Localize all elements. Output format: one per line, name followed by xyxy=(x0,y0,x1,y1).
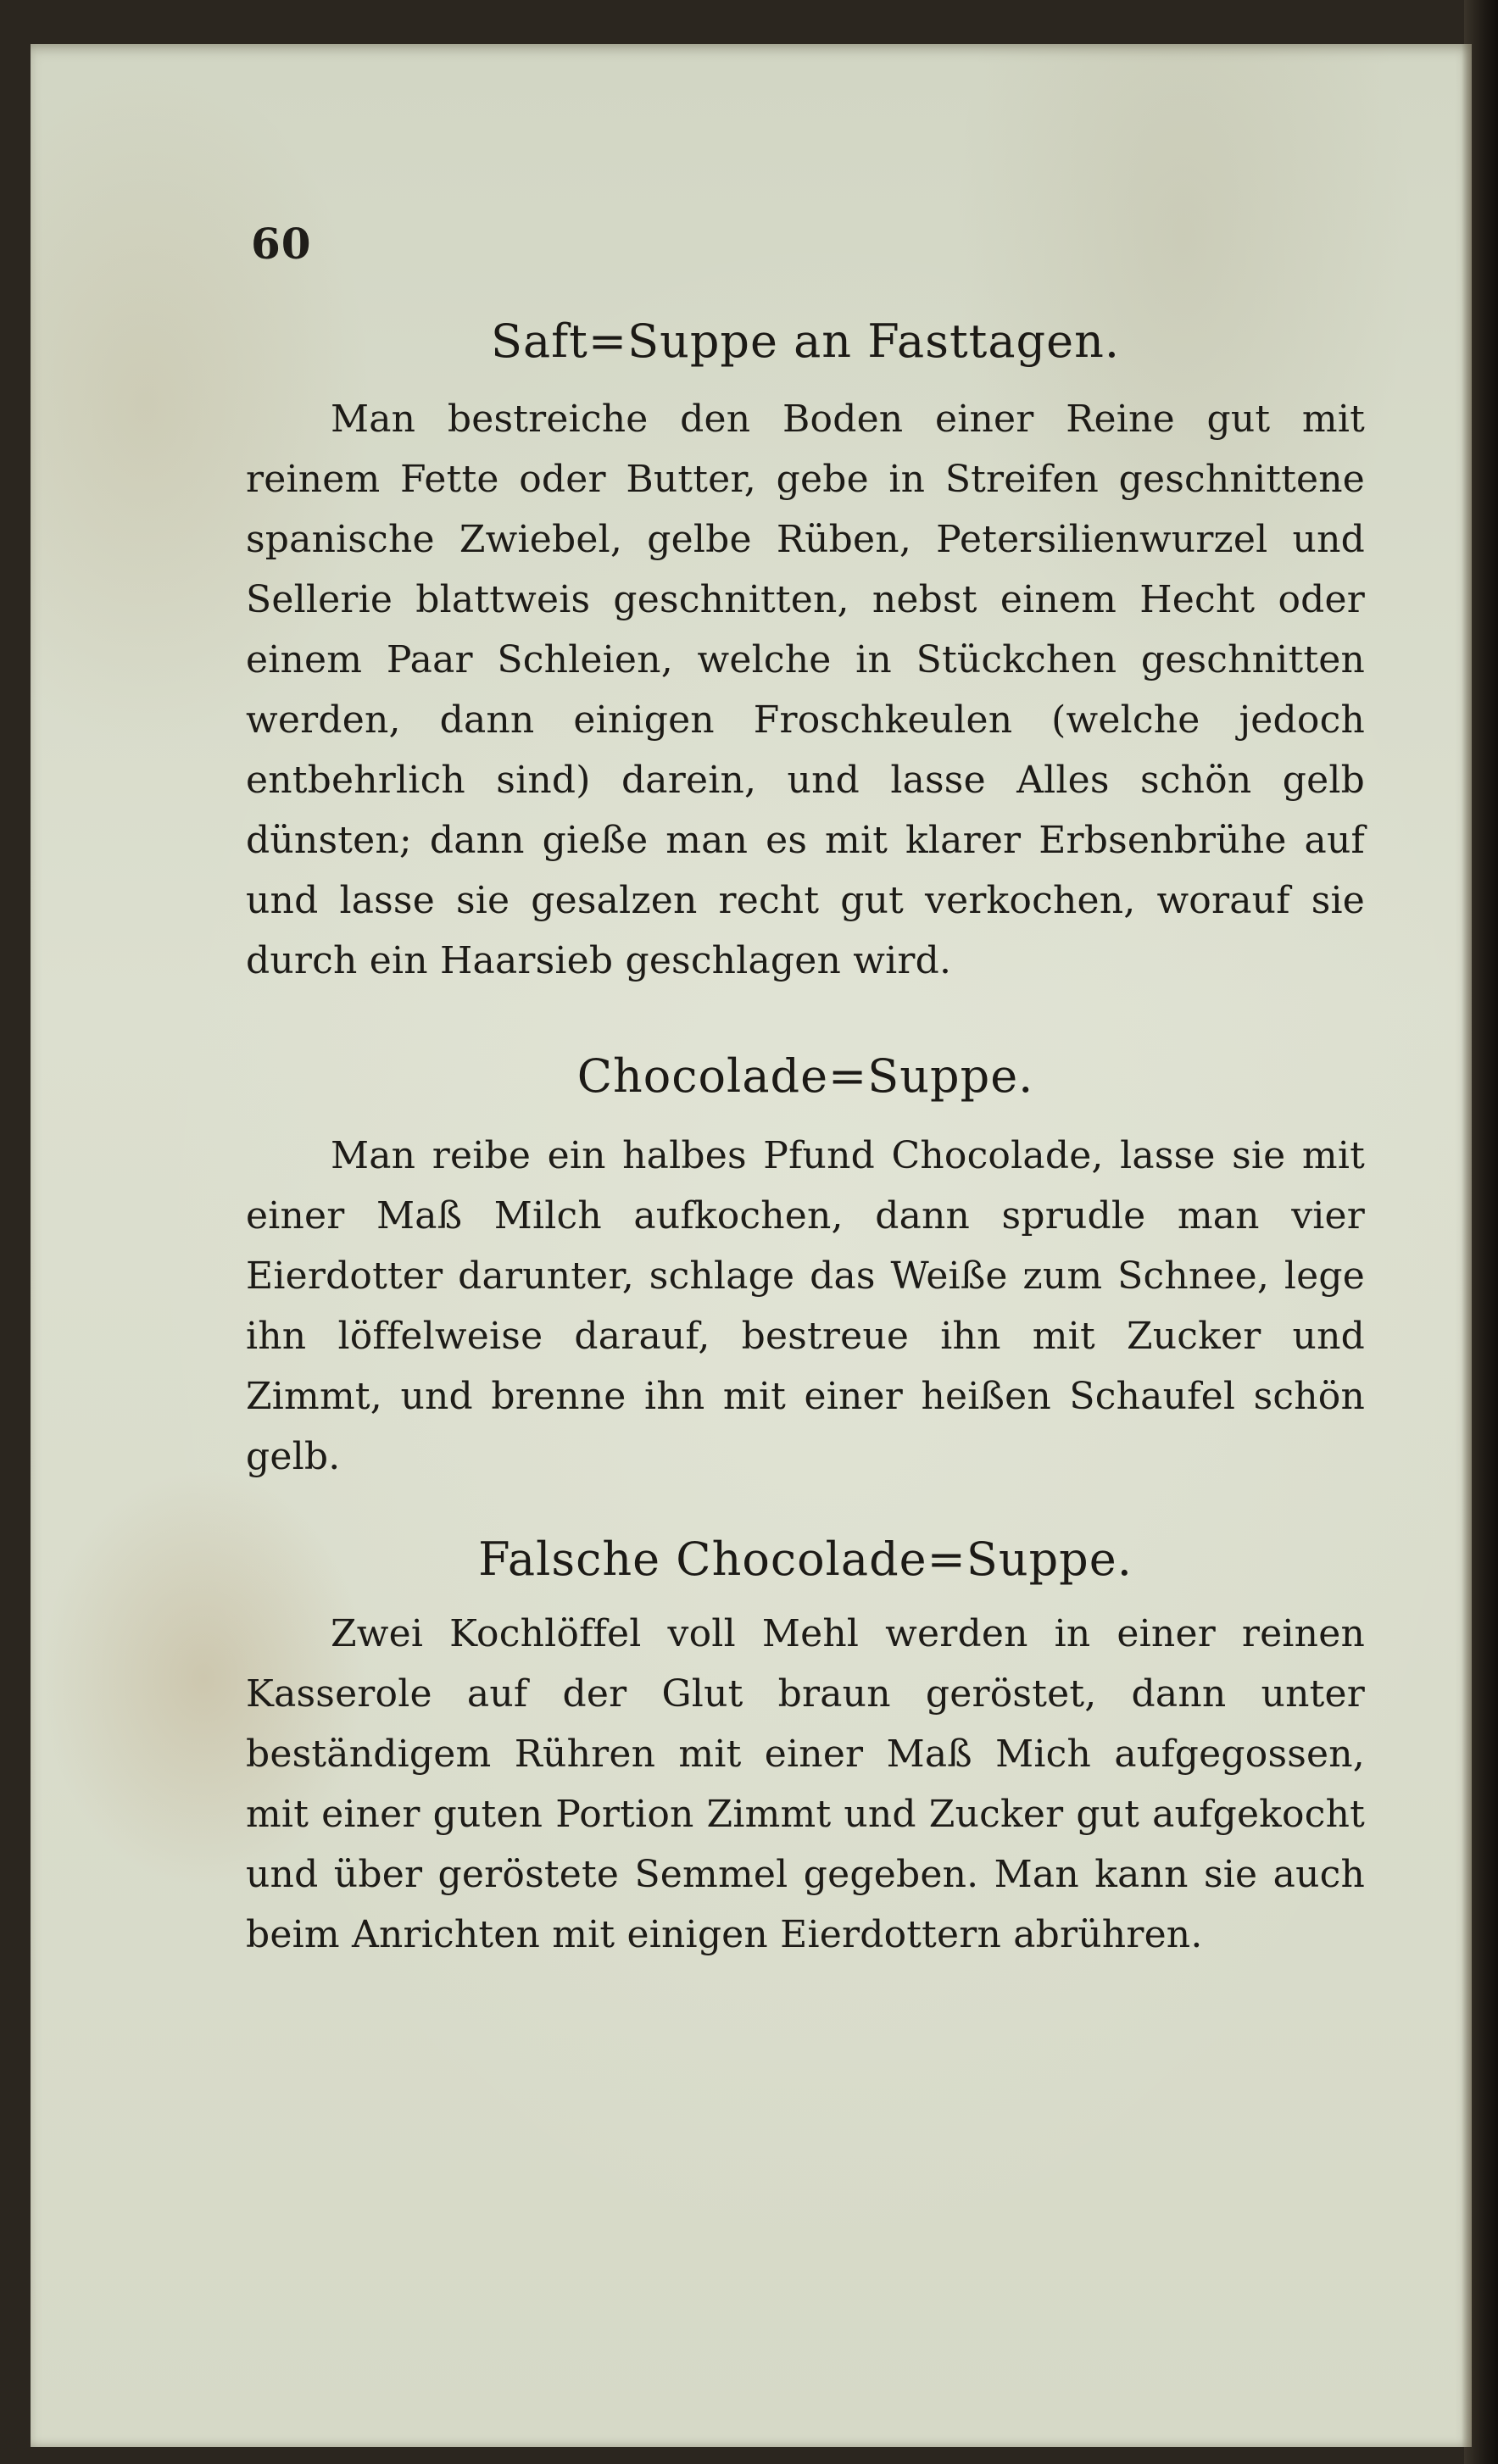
recipe-text: Man reibe ein halbes Pfund Chocolade, lasse sie mit einer Maß Milch aufkochen, dann sprudle man vier Eierdotter darunter, schlage das Weiße zum Schnee, lege ihn löffelweise darauf, bestreue ihn mit Zucker und Zimmt, und brenne ihn mit einer heißen Schaufel schön gelb. xyxy=(246,1134,1365,1478)
recipe-title: Saft=Suppe an Fasttagen. xyxy=(490,314,1121,368)
recipe-text: Zwei Kochlöffel voll Mehl werden in einer reinen Kasserole auf der Glut braun geröstet, dann unter beständigem Rühren mit einer Maß Mich aufgegossen, mit einer guten Portion Zimmt und Zucker gut aufgekocht und über geröstete Semmel gegeben. Man kann sie auch beim Anrichten mit einigen Eierdottern abrühren. xyxy=(246,1612,1365,1956)
page-number: 60 xyxy=(251,219,312,269)
recipe-saft-suppe xyxy=(246,309,1365,991)
recipe-title: Falsche Chocolade=Suppe. xyxy=(478,1532,1133,1586)
recipe-chocolade-suppe xyxy=(246,1044,1365,1487)
recipe-falsche-chocolade-suppe xyxy=(246,1527,1365,1965)
page-gutter-shadow xyxy=(1462,44,1472,2447)
recipe-title: Chocolade=Suppe. xyxy=(576,1049,1034,1103)
recipe-text: Man bestreiche den Boden einer Reine gut mit reinem Fette oder Butter, gebe in Streifen geschnittene spanische Zwiebel, gelbe Rüben, Petersilienwurzel und Sellerie blattweis geschnitten, nebst einem Hecht oder einem Paar Schleien, welche in Stückchen geschnitten werden, dann einigen Froschkeulen (welche jedoch entbehrlich sind) darein, und lasse Alles schön gelb dünsten; dann gieße man es mit klarer Erbsenbrühe auf und lasse sie gesalzen recht gut verkochen, worauf sie durch ein Haarsieb geschlagen wird. xyxy=(246,398,1365,982)
